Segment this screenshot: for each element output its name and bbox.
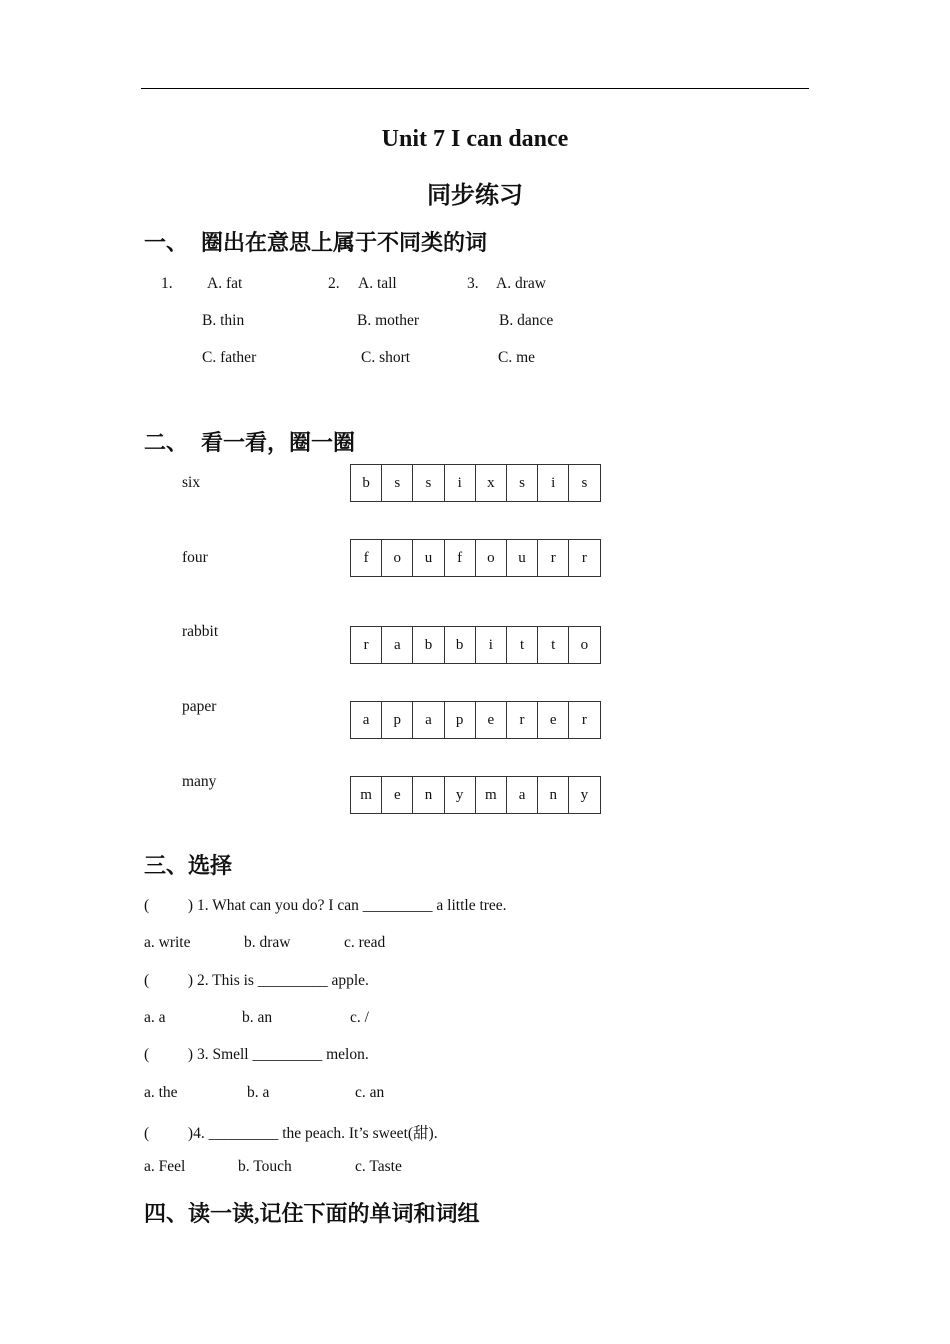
letter-cell[interactable]: o xyxy=(475,539,507,577)
q3-option-a: A. draw xyxy=(496,275,546,292)
section2-heading: 看一看，圈一圈 xyxy=(201,430,356,455)
page-subtitle: 同步练习 xyxy=(427,183,523,209)
word-four: four xyxy=(182,549,208,566)
choice-q3-c: c. an xyxy=(355,1084,385,1101)
letter-cell[interactable]: i xyxy=(475,626,507,664)
choice-q4-a: a. Feel xyxy=(144,1158,186,1175)
letter-cell[interactable]: e xyxy=(537,701,569,739)
letter-cell[interactable]: a xyxy=(381,626,413,664)
letter-grid-six xyxy=(350,464,601,502)
q1-option-a: A. fat xyxy=(207,275,243,292)
choice-q4-b: b. Touch xyxy=(238,1158,292,1175)
q2-option-b: B. mother xyxy=(357,312,419,329)
letter-cell[interactable]: m xyxy=(475,776,507,814)
letter-cell[interactable]: i xyxy=(537,464,569,502)
letter-cell[interactable]: b xyxy=(412,626,444,664)
letter-cell[interactable]: u xyxy=(412,539,444,577)
letter-cell[interactable]: n xyxy=(537,776,569,814)
letter-cell[interactable]: f xyxy=(444,539,476,577)
letter-cell[interactable]: y xyxy=(444,776,476,814)
letter-cell[interactable]: r xyxy=(568,539,600,577)
section3-heading: 三、选择 xyxy=(144,853,233,878)
letter-cell[interactable]: y xyxy=(568,776,600,814)
word-six: six xyxy=(182,474,201,491)
choice-q3: ( ) 3. Smell _________ melon. xyxy=(144,1046,369,1063)
q1-option-b: B. thin xyxy=(202,312,245,329)
section1-heading: 圈出在意思上属于不同类的词 xyxy=(201,230,488,255)
letter-cell[interactable]: r xyxy=(568,701,600,739)
letter-cell[interactable]: f xyxy=(350,539,382,577)
letter-cell[interactable]: s xyxy=(506,464,538,502)
q3-option-c: C. me xyxy=(498,349,536,366)
letter-cell[interactable]: p xyxy=(381,701,413,739)
choice-q2-b: b. an xyxy=(242,1009,273,1026)
letter-cell[interactable]: r xyxy=(350,626,382,664)
letter-cell[interactable]: s xyxy=(381,464,413,502)
choice-q2-c: c. / xyxy=(350,1009,369,1026)
letter-grid-rabbit xyxy=(350,626,601,664)
q1-number: 1. xyxy=(161,275,173,292)
choice-q3-b: b. a xyxy=(247,1084,270,1101)
letter-cell[interactable]: r xyxy=(537,539,569,577)
choice-q2: ( ) 2. This is _________ apple. xyxy=(144,972,369,989)
choice-q1-b: b. draw xyxy=(244,934,291,951)
q2-option-a: A. tall xyxy=(358,275,397,292)
letter-cell[interactable]: t xyxy=(506,626,538,664)
letter-cell[interactable]: t xyxy=(537,626,569,664)
section4-heading: 四、读一读,记住下面的单词和词组 xyxy=(144,1201,480,1226)
header-rule xyxy=(141,88,809,89)
page-title: Unit 7 I can dance xyxy=(381,126,569,152)
letter-cell[interactable]: o xyxy=(568,626,600,664)
letter-cell[interactable]: e xyxy=(475,701,507,739)
word-many: many xyxy=(182,773,217,790)
letter-cell[interactable]: a xyxy=(412,701,444,739)
letter-cell[interactable]: i xyxy=(444,464,476,502)
letter-cell[interactable]: x xyxy=(475,464,507,502)
letter-cell[interactable]: a xyxy=(350,701,382,739)
letter-cell[interactable]: e xyxy=(381,776,413,814)
letter-cell[interactable]: s xyxy=(412,464,444,502)
word-rabbit: rabbit xyxy=(182,623,219,640)
q2-number: 2. xyxy=(328,275,340,292)
choice-q1: ( ) 1. What can you do? I can _________ a little tree. xyxy=(144,897,507,914)
letter-cell[interactable]: u xyxy=(506,539,538,577)
choice-q4: ( )4. _________ the peach. It’s sweet(甜). xyxy=(144,1125,438,1142)
letter-cell[interactable]: m xyxy=(350,776,382,814)
choice-q1-c: c. read xyxy=(344,934,386,951)
q3-option-b: B. dance xyxy=(499,312,554,329)
q3-number: 3. xyxy=(467,275,479,292)
letter-cell[interactable]: a xyxy=(506,776,538,814)
letter-cell[interactable]: s xyxy=(568,464,600,502)
letter-cell[interactable]: o xyxy=(381,539,413,577)
letter-grid-paper xyxy=(350,701,601,739)
letter-cell[interactable]: b xyxy=(444,626,476,664)
choice-q4-c: c. Taste xyxy=(355,1158,402,1175)
letter-cell[interactable]: r xyxy=(506,701,538,739)
section1-number: 一、 xyxy=(144,230,189,255)
q2-option-c: C. short xyxy=(361,349,411,366)
section2-number: 二、 xyxy=(144,430,189,455)
letter-grid-many xyxy=(350,776,601,814)
letter-cell[interactable]: p xyxy=(444,701,476,739)
letter-cell[interactable]: b xyxy=(350,464,382,502)
choice-q1-a: a. write xyxy=(144,934,191,951)
letter-grid-four xyxy=(350,539,601,577)
choice-q3-a: a. the xyxy=(144,1084,178,1101)
word-paper: paper xyxy=(182,698,217,715)
letter-cell[interactable]: n xyxy=(412,776,444,814)
q1-option-c: C. father xyxy=(202,349,257,366)
choice-q2-a: a. a xyxy=(144,1009,166,1026)
